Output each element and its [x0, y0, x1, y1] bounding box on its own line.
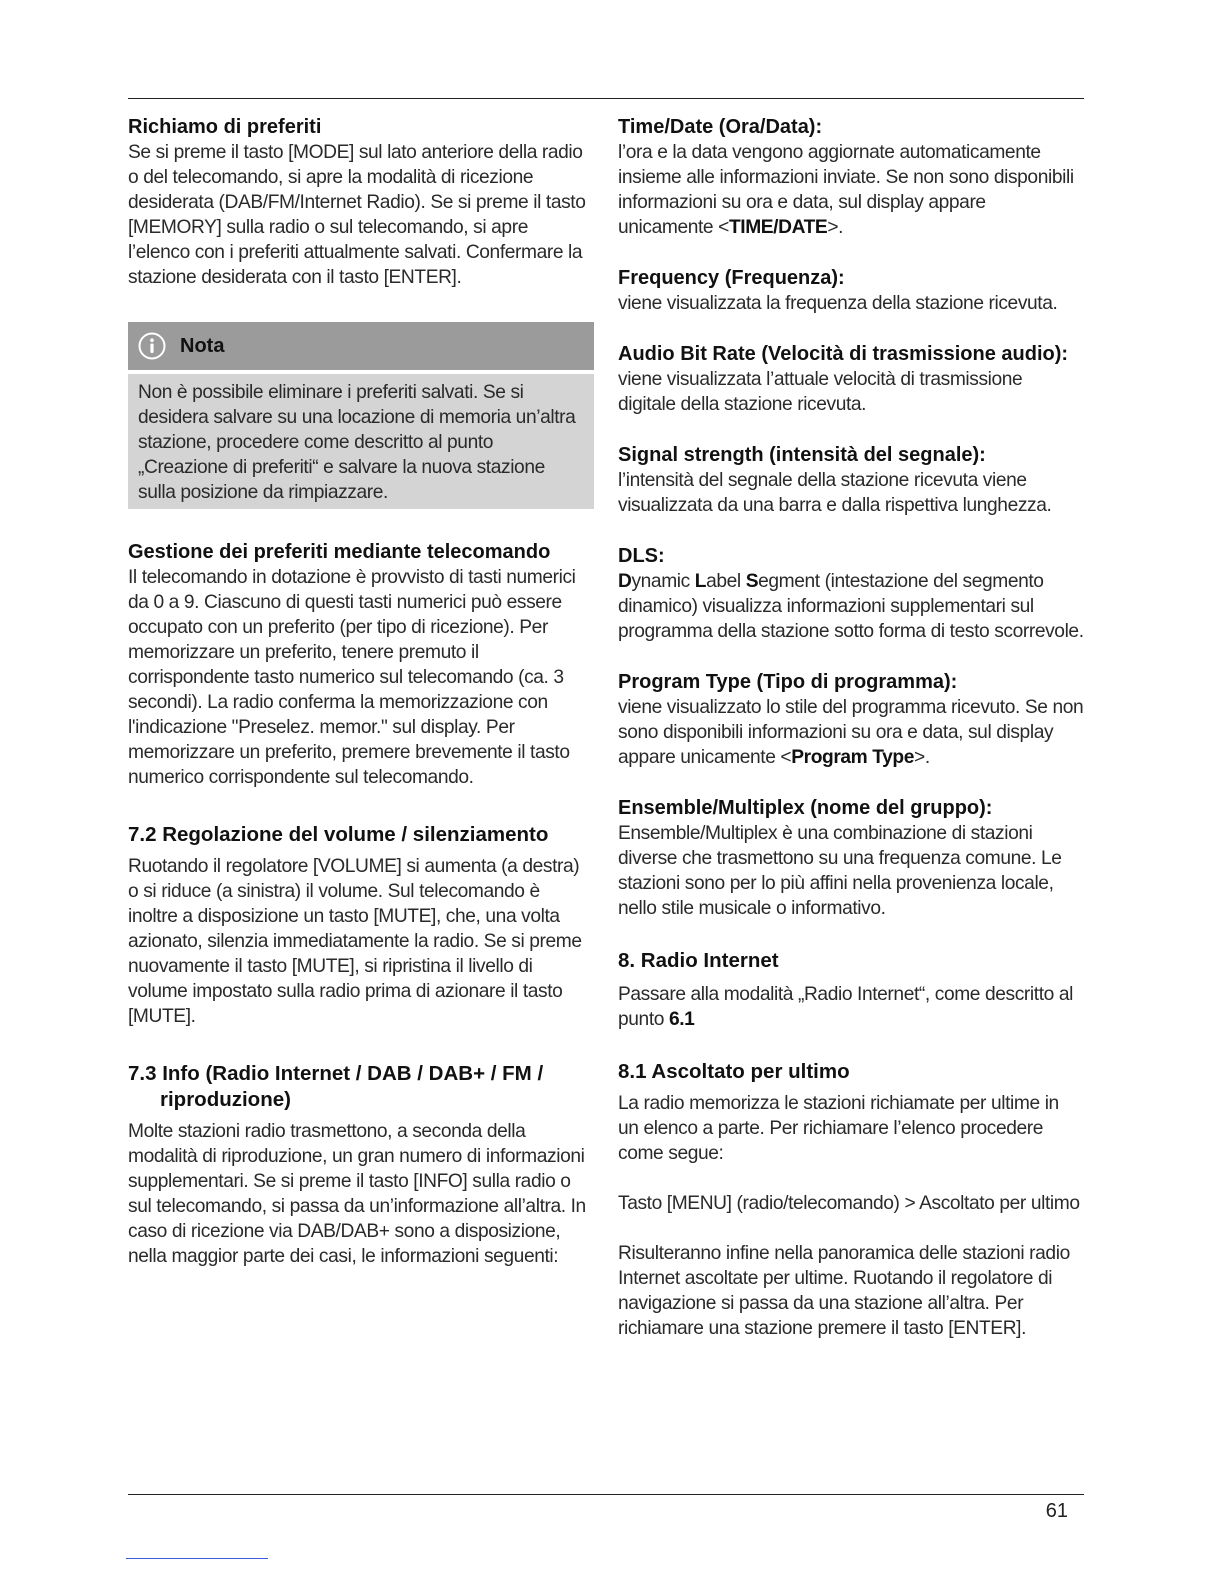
heading-dls: DLS:: [618, 545, 665, 567]
timedate-tag: TIME/DATE: [728, 217, 828, 238]
ptype-tag-close: >.: [914, 747, 930, 768]
heading-7-2: 7.2 Regolazione del volume / silenziamento: [128, 823, 549, 846]
paragraph-bitrate: viene visualizzata l’attuale velocità di trasmissione digitale della stazione ricevuta.: [618, 369, 1023, 415]
paragraph-8-1-b: Tasto [MENU] (radio/telecomando) > Ascoltato per ultimo: [618, 1193, 1080, 1214]
page-number: 61: [1045, 1500, 1068, 1522]
paragraph-dls: [618, 569, 1084, 644]
heading-ensemble: Ensemble/Multiplex (nome del gruppo):: [618, 797, 993, 819]
heading-ptype: Program Type (Tipo di programma):: [618, 671, 958, 693]
note-title: Nota: [180, 334, 225, 357]
paragraph-ensemble: Ensemble/Multiplex è una combinazione di stazioni diverse che trasmettono su una frequenza comune. Le stazioni sono per lo più affini nella provenienza locale, nello stile musicale o informativo.: [618, 823, 1062, 919]
paragraph-7-2: Ruotando il regolatore [VOLUME] si aumenta (a destra) o si riduce (a sinistra) il volume. Sul telecomando è inoltre a disposizione un tasto [MUTE], che, una volta azionato, silenzia immediatamente la radio. Se si preme nuovamente il tasto [MUTE], si ripristina il livello di volume impostato sulla radio prima di azionare il tasto [MUTE].: [128, 856, 582, 1027]
dls-rest: egment (intestazione del segmento dinamico) visualizza informazioni supplementari sul programma della stazione sotto forma di testo scorrevole.: [618, 571, 1084, 642]
note-body: [128, 374, 594, 509]
top-rule: [128, 98, 1084, 99]
heading-7-3: [128, 1061, 594, 1113]
s8-text: Passare alla modalità „Radio Internet“, come descritto al punto: [618, 984, 1073, 1030]
dls-letter-d: D: [618, 571, 632, 592]
timedate-tag-open: <: [718, 217, 729, 238]
link-underline: [126, 1558, 268, 1559]
heading-richiamo: Richiamo di preferiti: [128, 116, 322, 138]
paragraph-ptype: [618, 695, 1084, 770]
ptype-tag-open: <: [780, 747, 792, 768]
paragraph-8: [618, 982, 1084, 1032]
paragraph-timedate: [618, 140, 1084, 240]
dls-ynamic: ynamic: [631, 571, 695, 592]
heading-gestione: Gestione dei preferiti mediante telecomando: [128, 541, 551, 563]
paragraph-richiamo: Se si preme il tasto [MODE] sul lato anteriore della radio o del telecomando, si apre la modalità di ricezione desiderata (DAB/FM/Internet Radio). Se si preme il tasto [MEMORY] sulla radio o sul telecomando, si apre l’elenco con i preferiti attualmente salvati. Confermare la stazione desiderata con il tasto [ENTER].: [128, 142, 586, 288]
heading-8-1: 8.1 Ascoltato per ultimo: [618, 1060, 850, 1083]
heading-bitrate: Audio Bit Rate (Velocità di trasmissione audio):: [618, 343, 1069, 365]
paragraph-frequency: viene visualizzata la frequenza della stazione ricevuta.: [618, 293, 1058, 314]
bottom-rule: [128, 1494, 1084, 1495]
paragraph-gestione: Il telecomando in dotazione è provvisto di tasti numerici da 0 a 9. Ciascuno di questi tasti numerici può essere occupato con un preferito (per tipo di ricezione). Per memorizzare un preferito, tenere premuto il corrispondente tasto numerico sul telecomando (ca. 3 secondi). La radio conferma la memorizzazione con l'indicazione "Preselez. memor." sul display. Per memorizzare un preferito, premere brevemente il tasto numerico corrispondente sul telecomando.: [128, 567, 576, 788]
paragraph-8-1-c: Risulteranno infine nella panoramica delle stazioni radio Internet ascoltate per ultime. Ruotando il regolatore di navigazione si passa da una stazione all’altra. Per richiamare una stazione premere il tasto [ENTER].: [618, 1243, 1070, 1339]
right-column: [618, 114, 1084, 1341]
dls-letter-l: L: [694, 571, 707, 592]
heading-7-3-line2: riproduzione): [160, 1088, 291, 1111]
heading-8: 8. Radio Internet: [618, 949, 779, 972]
timedate-tag-close: >.: [827, 217, 844, 238]
paragraph-7-3: Molte stazioni radio trasmettono, a seconda della modalità di riproduzione, un gran numero di informazioni supplementari. Se si preme il tasto [INFO] sulla radio o sul telecomando, si passa da un’informazione all’altra. In caso di ricezione via DAB/DAB+ sono a disposizione, nella maggior parte dei casi, le informazioni seguenti:: [128, 1121, 586, 1267]
paragraph-8-1-a: La radio memorizza le stazioni richiamate per ultime in un elenco a parte. Per richiamare l’elenco procedere come segue:: [618, 1093, 1059, 1164]
timedate-text: l’ora e la data vengono aggiornate automaticamente insieme alle informazioni inviate. Se non sono disponibili informazioni su ora e data, sul display appare unicamente: [618, 142, 1074, 238]
dls-letter-s: S: [745, 571, 759, 592]
note-box: [128, 322, 594, 509]
heading-signal: Signal strength (intensità del segnale):: [618, 444, 986, 466]
heading-7-3-line1: 7.3 Info (Radio Internet / DAB / DAB+ / FM /: [128, 1062, 544, 1085]
heading-timedate: Time/Date (Ora/Data):: [618, 116, 823, 138]
paragraph-signal: l’intensità del segnale della stazione ricevuta viene visualizzata da una barra e dalla rispettiva lunghezza.: [618, 470, 1052, 516]
left-column: [128, 114, 594, 1269]
ptype-text: viene visualizzato lo stile del programma ricevuto. Se non sono disponibili informazioni su ora e data, sul display appare unicamente: [618, 697, 1084, 768]
note-header: [128, 322, 594, 370]
info-icon: [138, 332, 166, 360]
ptype-tag: Program Type: [791, 747, 915, 768]
s8-ref: 6.1: [668, 1009, 695, 1030]
note-text: Non è possibile eliminare i preferiti salvati. Se si desidera salvare su una locazione di memoria un’altra stazione, procedere come descritto al punto „Creazione di preferiti“ e salvare la nuova stazione sulla posizione da rimpiazzare.: [138, 382, 576, 503]
heading-frequency: Frequency (Frequenza):: [618, 267, 845, 289]
dls-abel: abel: [706, 571, 746, 592]
